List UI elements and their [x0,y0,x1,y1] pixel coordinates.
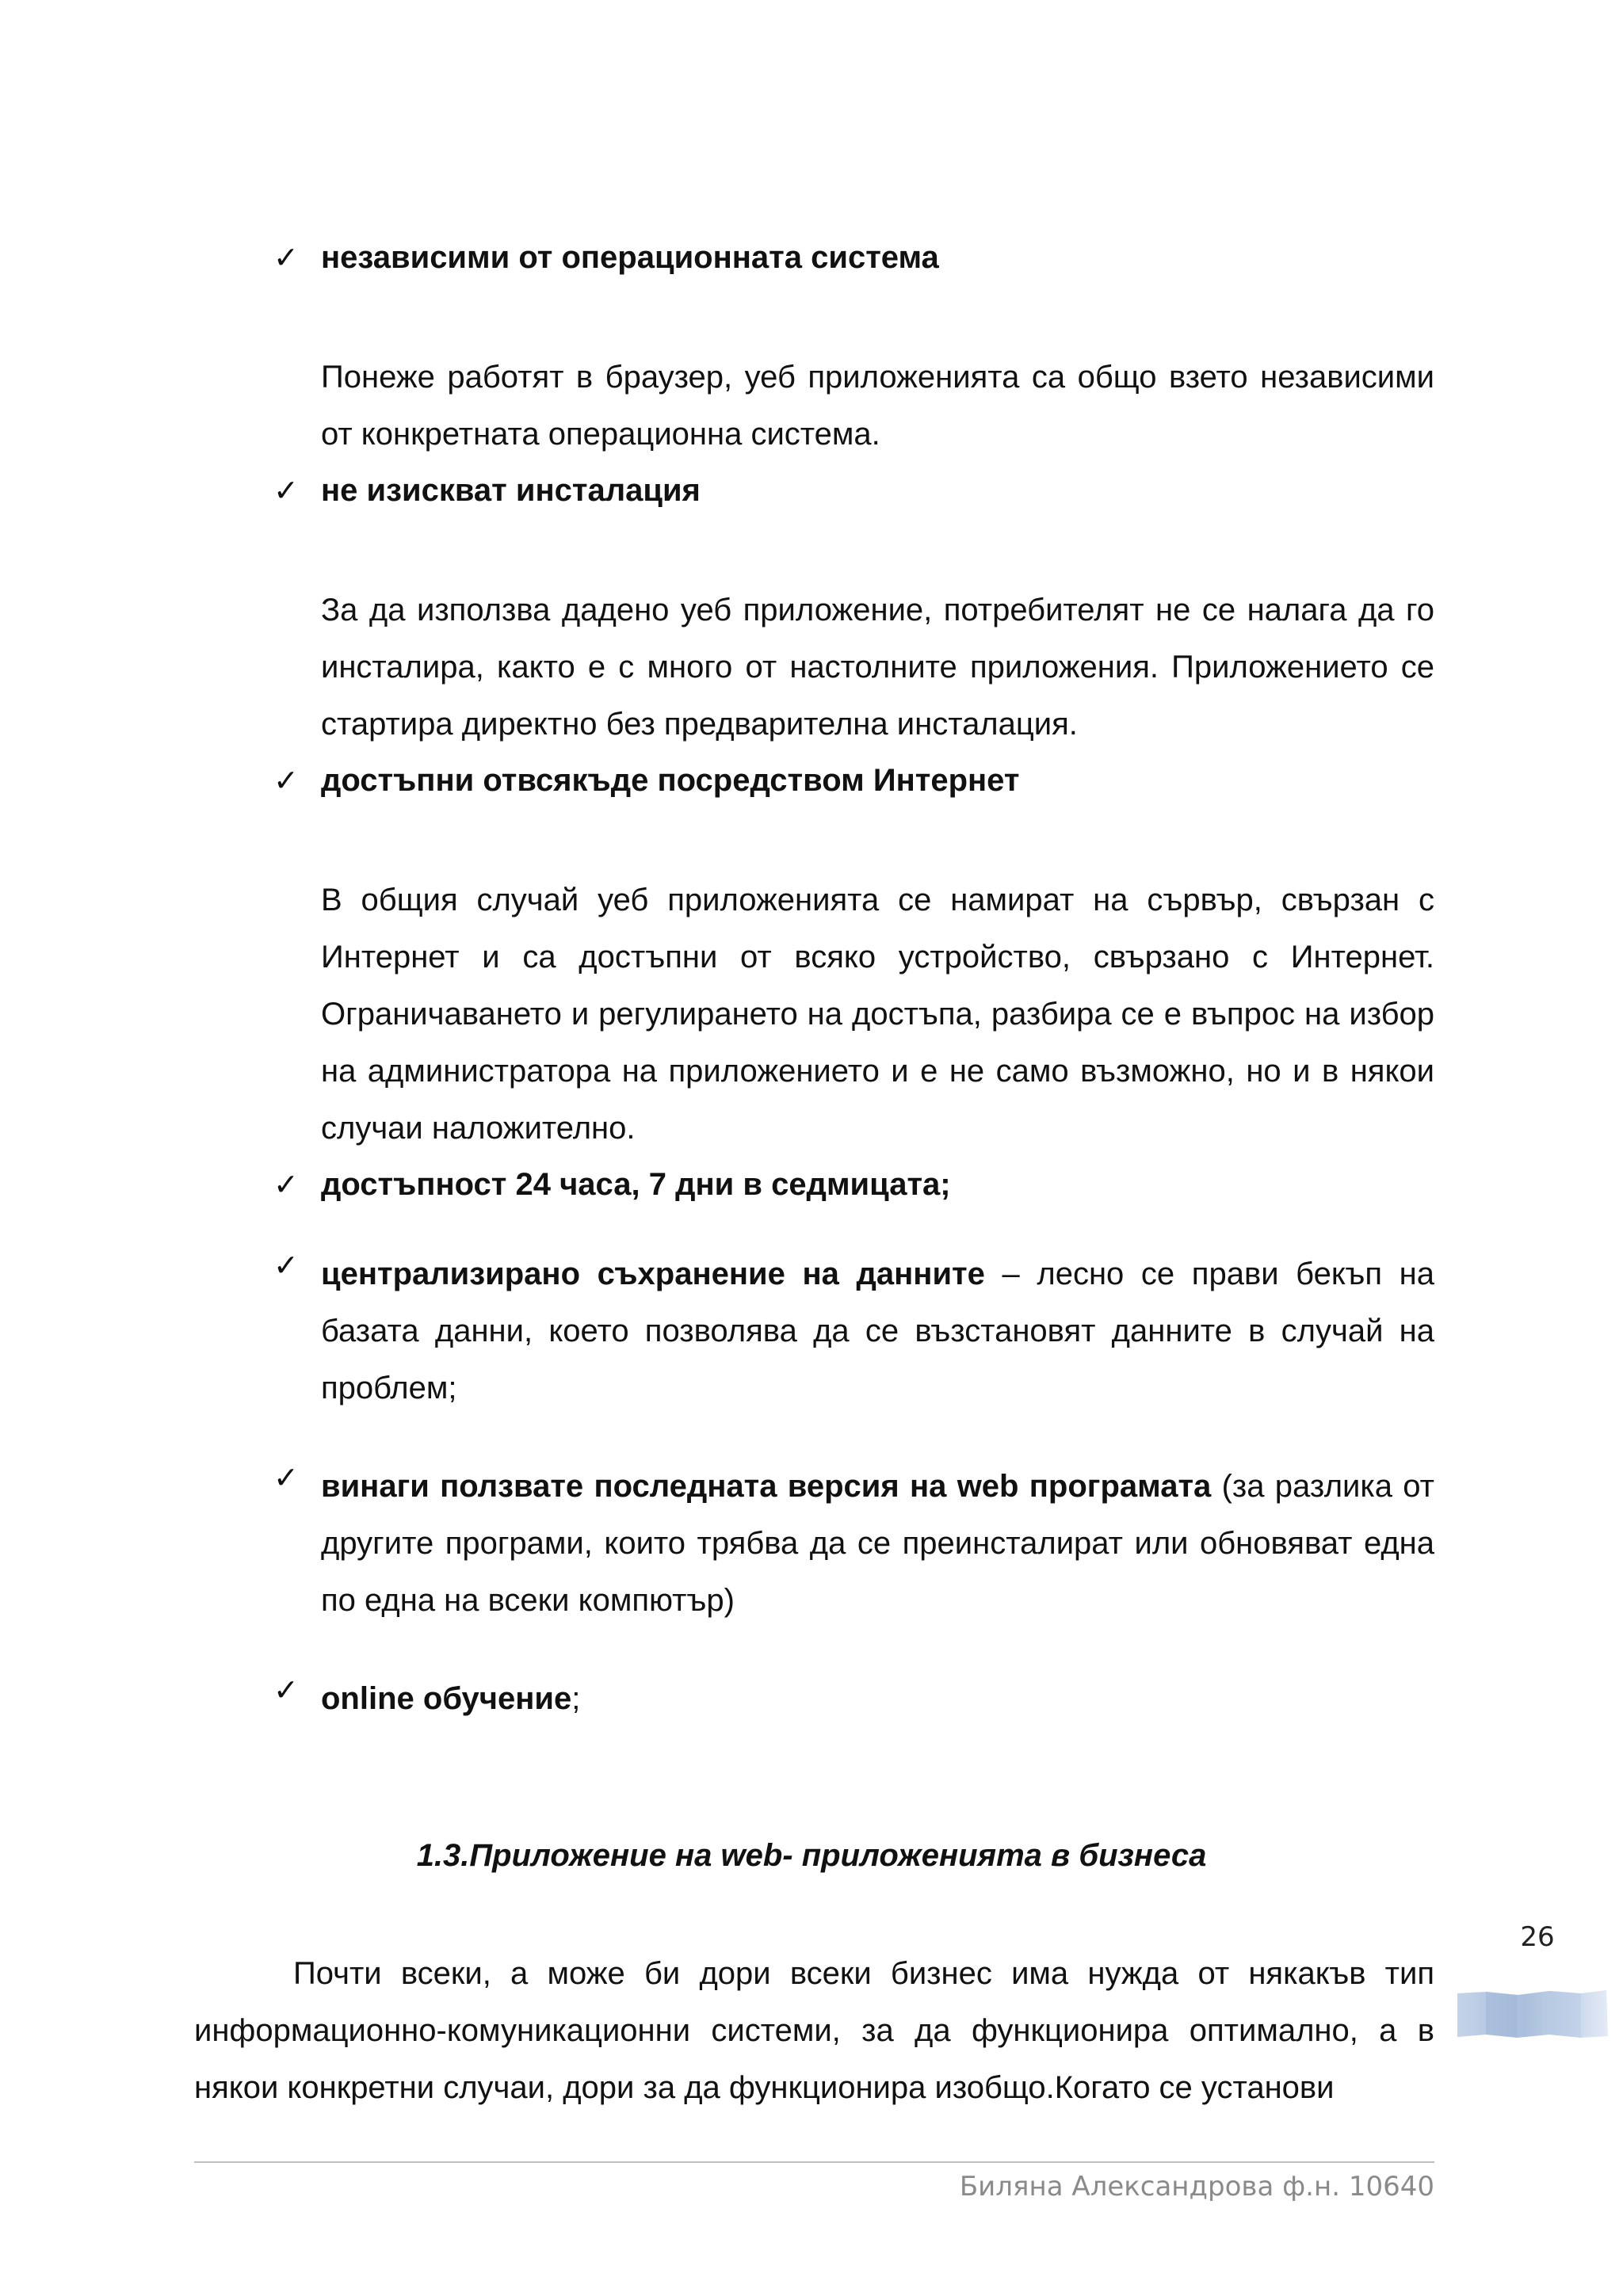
body-paragraph: Почти всеки, а може би дори всеки бизнес има нужда от някакъв тип информационно-комуникационни системи, за да функционира оптимално, а в някои конкретни случаи, дори за да функционира изобщо.Когато се установи [194,1956,1434,2105]
footer-divider [194,2161,1434,2163]
bullet-item [194,1670,1434,1727]
page-number: 26 [1520,1921,1555,1953]
checkmark-icon: ✓ [273,1672,299,1707]
bullet-item [194,1165,1434,1204]
checkmark-icon: ✓ [273,763,299,798]
page-content [194,238,1434,1727]
bullet-body [321,1670,1434,1727]
bullet-heading: независими от операционната система [321,240,939,275]
checkmark-icon: ✓ [273,1248,299,1283]
bullet-item [194,1458,1434,1629]
bullet-text: (за разлика от другите програми, които трябва да се преинсталират или обновяват една по една на всеки компютър) [321,1469,1434,1618]
bullet-paragraph: В общия случай уеб приложенията се намират на сървър, свързан с Интернет и са достъпни от всяко устройство, свързано с Интернет. Ограничаването и регулирането на достъпа, разбира се е въпрос на избор на администратора на приложението и е не само възможно, но и в някои случаи наложително. [321,883,1434,1146]
bullet-item [194,238,1434,277]
bullet-heading: достъпни отвсякъде посредством Интернет [321,763,1020,798]
bullet-heading: достъпност 24 часа, 7 дни в седмицата; [321,1167,951,1202]
bullet-item [194,761,1434,800]
checkmark-icon: ✓ [273,240,299,275]
page-tab-decoration [1454,1987,1609,2041]
bullet-item [194,471,1434,510]
bullet-heading: не изискват инсталация [321,473,701,508]
bullet-paragraph: Понеже работят в браузер, уеб приложенията са общо взето независими от конкретната операционна система. [321,360,1434,452]
bullet-body [321,1245,1434,1417]
bullet-heading: централизирано съхранение на данните [321,1257,985,1291]
bullet-body [321,1458,1434,1629]
bullet-text: – лесно се прави бекъп на базата данни, което позволява да се възстановят данните в случай на проблем; [321,1257,1434,1405]
bullet-heading: online обучение [321,1681,572,1716]
bullet-paragraph: За да използва дадено уеб приложение, потребителят не се налага да го инсталира, както е с много от настолните приложения. Приложението се стартира директно без предварителна инсталация. [321,593,1434,742]
footer-author: Биляна Александрова ф.н. 10640 [959,2171,1434,2203]
bullet-heading: винаги ползвате последната версия на web програмата [321,1469,1212,1504]
bullet-item [194,1245,1434,1417]
section-heading: 1.3.Приложение на web- приложенията в бизнеса [416,1838,1207,1873]
bullet-text: ; [571,1681,581,1716]
checkmark-icon: ✓ [273,473,299,508]
checkmark-icon: ✓ [273,1167,299,1202]
checkmark-icon: ✓ [273,1460,299,1495]
